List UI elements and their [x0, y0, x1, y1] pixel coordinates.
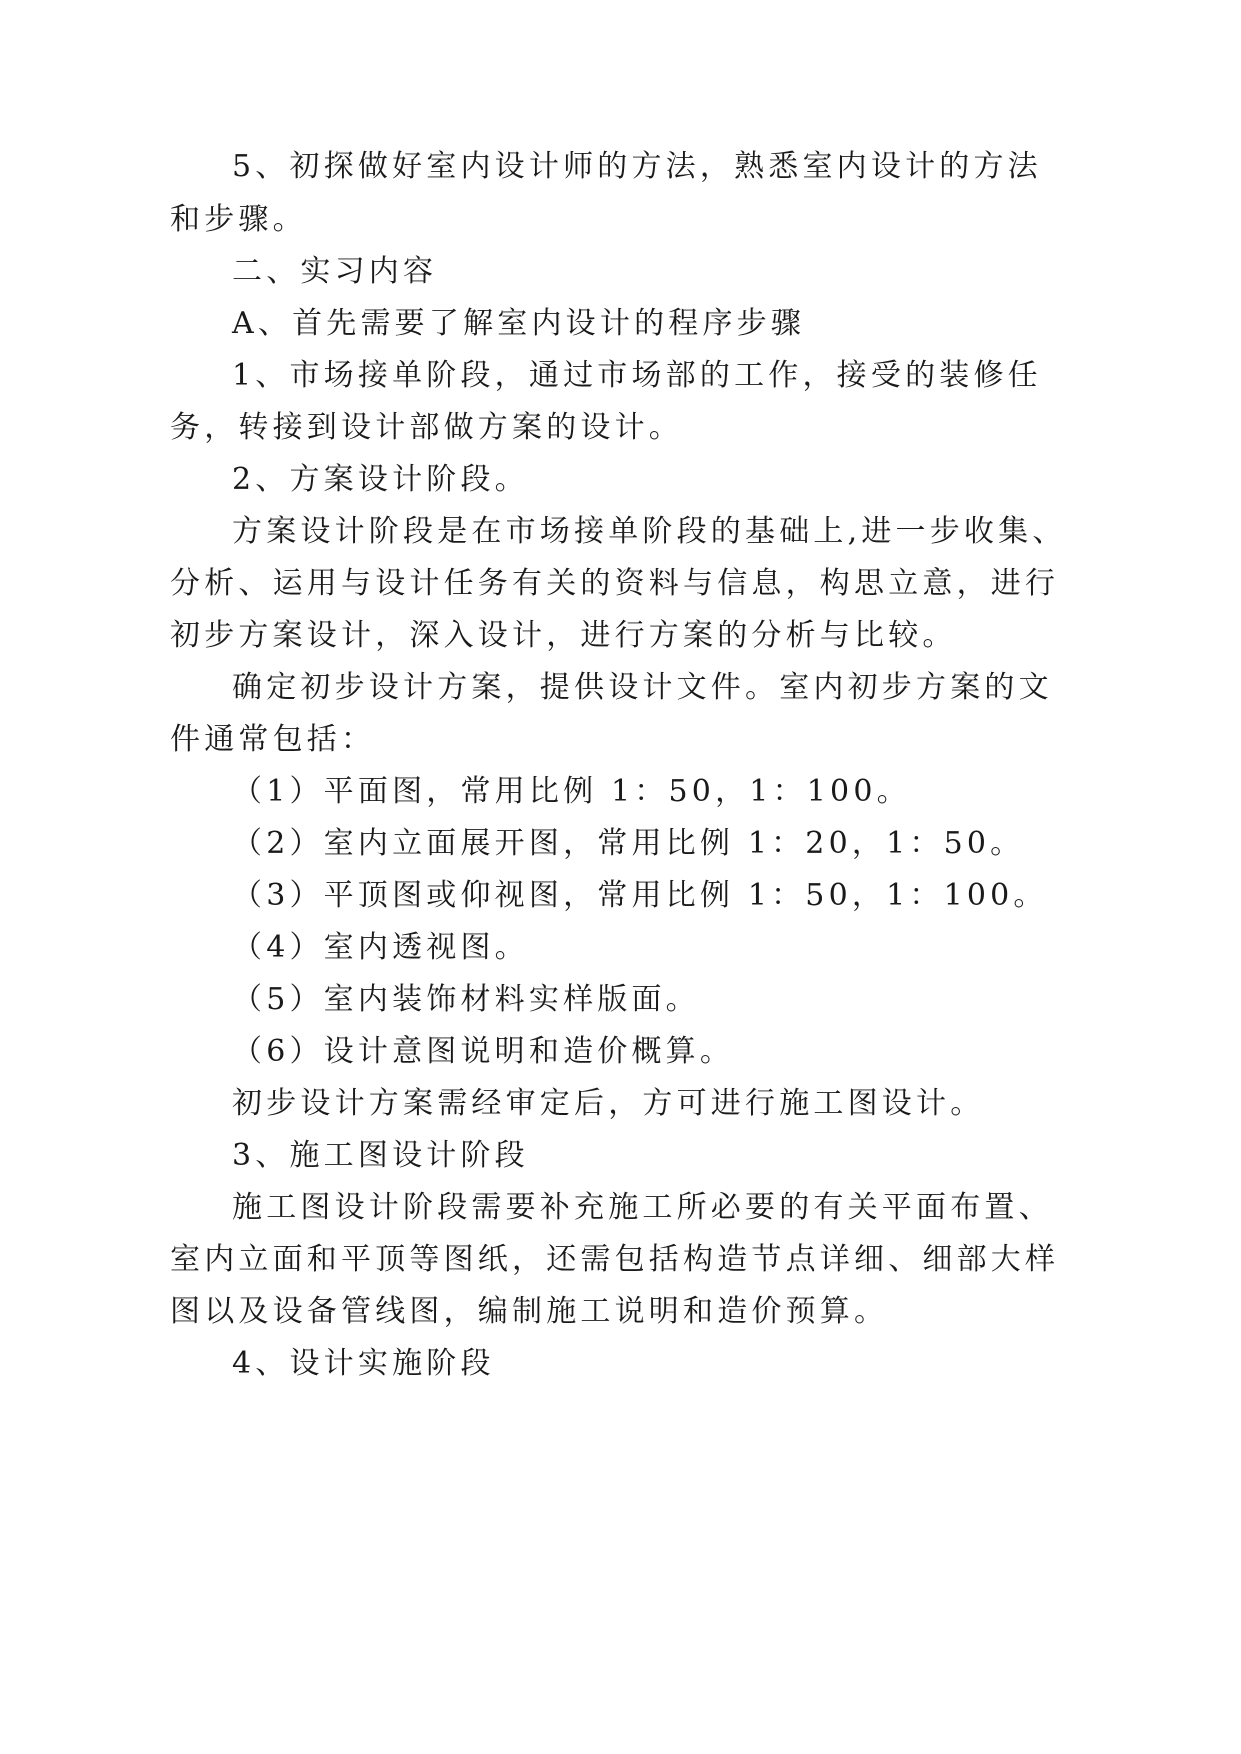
- paragraph-line: 初步方案设计，深入设计，进行方案的分析与比较。: [170, 618, 957, 653]
- list-item: （2）室内立面展开图，常用比例 1：20，1：50。: [232, 826, 1025, 861]
- list-item: （6）设计意图说明和造价概算。: [232, 1034, 735, 1069]
- paragraph-line: 方案设计阶段是在市场接单阶段的基础上,进一步收集、: [232, 514, 1067, 549]
- paragraph-line: 初步设计方案需经审定后，方可进行施工图设计。: [232, 1086, 985, 1121]
- paragraph-line: 分析、运用与设计任务有关的资料与信息，构思立意，进行: [170, 566, 1060, 601]
- paragraph-line: 务，转接到设计部做方案的设计。: [170, 410, 683, 445]
- paragraph-line: 2、方案设计阶段。: [232, 462, 529, 497]
- paragraph-line: 件通常包括：: [170, 722, 376, 757]
- paragraph-line: 图以及设备管线图，编制施工说明和造价预算。: [170, 1294, 889, 1329]
- list-item: （4）室内透视图。: [232, 930, 529, 965]
- paragraph-line: 5、初探做好室内设计师的方法，熟悉室内设计的方法: [232, 149, 1042, 184]
- paragraph-line: 室内立面和平顶等图纸，还需包括构造节点详细、细部大样: [170, 1242, 1060, 1277]
- list-item: （3）平顶图或仰视图，常用比例 1：50，1：100。: [232, 878, 1048, 913]
- list-item: （1）平面图，常用比例 1：50，1：100。: [232, 774, 911, 809]
- section-heading: 二、实习内容: [232, 254, 438, 289]
- list-item: （5）室内装饰材料实样版面。: [232, 982, 700, 1017]
- paragraph-line: 1、市场接单阶段，通过市场部的工作，接受的装修任: [232, 358, 1042, 393]
- subsection-heading: A、首先需要了解室内设计的程序步骤: [232, 306, 806, 341]
- paragraph-line: 和步骤。: [170, 202, 307, 237]
- paragraph-line: 确定初步设计方案，提供设计文件。室内初步方案的文: [232, 670, 1053, 705]
- paragraph-line: 3、施工图设计阶段: [232, 1138, 529, 1173]
- paragraph-line: 4、设计实施阶段: [232, 1346, 495, 1381]
- paragraph-line: 施工图设计阶段需要补充施工所必要的有关平面布置、: [232, 1190, 1053, 1225]
